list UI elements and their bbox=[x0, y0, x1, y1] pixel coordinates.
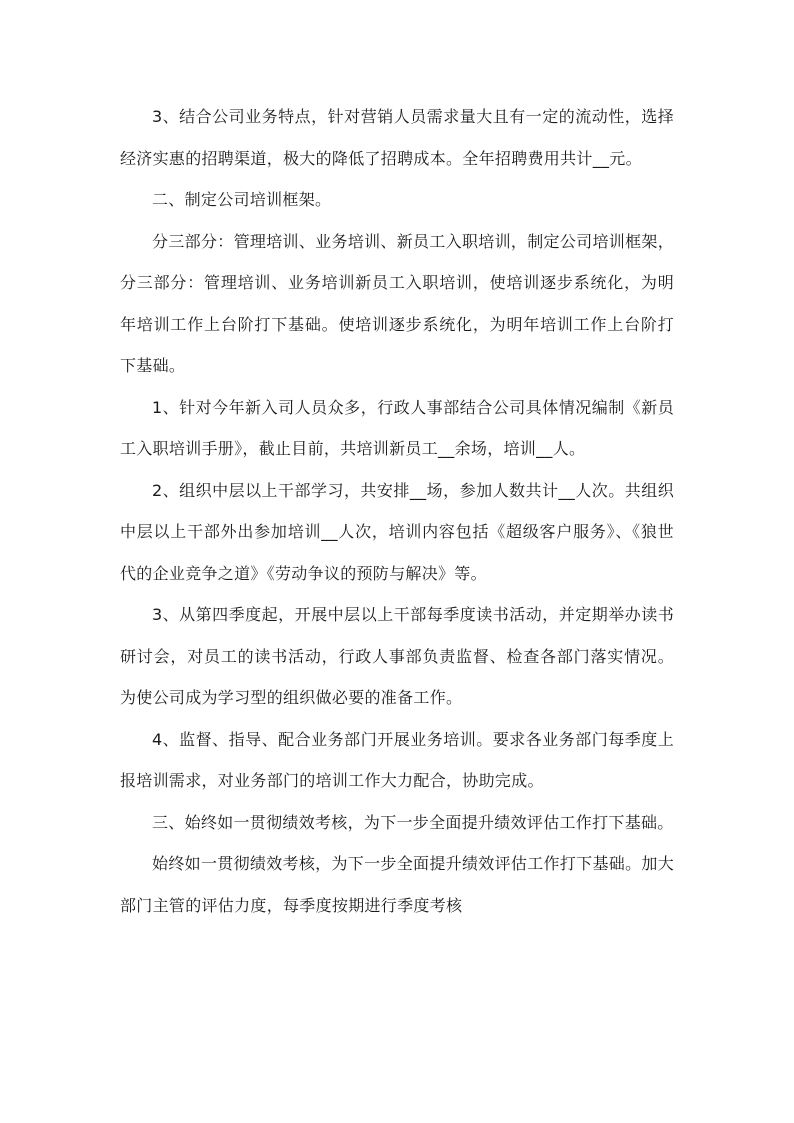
heading-training-framework: 二、制定公司培训框架。 bbox=[152, 190, 332, 209]
paragraph-recruitment-channels: 3、结合公司业务特点，针对营销人员需求量大且有一定的流动性，选择经济实惠的招聘渠道，极大的降低了招聘成本。全年招聘费用共计__元。 bbox=[120, 107, 674, 168]
paragraph-middle-management-study: 2、组织中层以上干部学习，共安排__场，参加人数共计__人次。共组织中层以上干部外出参加培训__人次，培训内容包括《超级客户服务》、《狼世代的企业竞争之道》《劳动争议的预防与解决》等。 bbox=[120, 480, 674, 583]
paragraph-business-training: 4、监督、指导、配合业务部门开展业务培训。要求各业务部门每季度上报培训需求，对业务部门的培训工作大力配合，协助完成。 bbox=[120, 729, 674, 790]
document-page bbox=[120, 96, 674, 926]
paragraph-training-three-parts: 分三部分：管理培训、业务培训、新员工入职培训，制定公司培训框架，分三部分：管理培训、业务培训新员工入职培训，使培训逐步系统化，为明年培训工作上台阶打下基础。使培训逐步系统化，为明年培训工作上台阶打下基础。 bbox=[120, 231, 674, 375]
paragraph-new-employee-handbook: 1、针对今年新入司人员众多，行政人事部结合公司具体情况编制《新员工入职培训手册》，截止目前，共培训新员工__余场，培训__人。 bbox=[120, 397, 674, 458]
paragraph-quarterly-reading: 3、从第四季度起，开展中层以上干部每季度读书活动，并定期举办读书研讨会，对员工的读书活动，行政人事部负责监督、检查各部门落实情况。为使公司成为学习型的组织做必要的准备工作。 bbox=[120, 605, 674, 707]
paragraph-performance-assessment: 始终如一贯彻绩效考核，为下一步全面提升绩效评估工作打下基础。加大部门主管的评估力度，每季度按期进行季度考核 bbox=[120, 854, 674, 915]
heading-performance-assessment: 三、始终如一贯彻绩效考核，为下一步全面提升绩效评估工作打下基础。 bbox=[152, 812, 674, 832]
